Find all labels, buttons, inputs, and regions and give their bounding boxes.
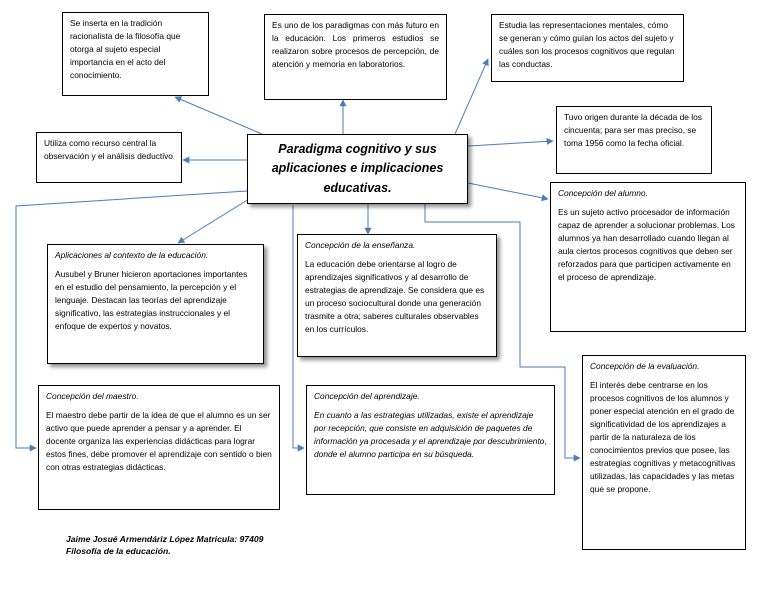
central-topic-title: Paradigma cognitivo y sus aplicaciones e implicaciones educativas. [271,141,444,195]
arrow-to-origen [468,141,553,146]
aplicaciones-box [47,244,264,364]
ensenanza-box [297,234,497,357]
alumno-heading: Concepción del alumno. [558,188,648,198]
observacion-box [36,132,182,183]
central-topic-box [247,134,468,204]
alumno-text: Es un sujeto activo procesador de información capaz de aprender a solucionar problemas. Los alumnos ya han desarrollado cuando llegan al aula ciertos procesos cognitivos que deben ser reforzados para que participen activamente en el proceso de aprendizaje. [558,207,735,283]
origen-box [556,106,712,174]
representaciones-text: Estudia las representaciones mentales, cómo se generan y cómo guían los actos del sujeto y cuáles son los procesos cognitivos que regulan las conductas. [499,20,675,70]
tradicion-text: Se inserta en la tradición racionalista de la filosofía que otorga al sujeto especial importancia en el acto del conocimiento. [70,18,181,81]
observacion-text: Utiliza como recurso central la observación y el análisis deductivo [44,138,173,162]
tradicion-box [62,12,209,96]
author-footer [66,533,263,557]
arrow-to-representaciones [455,59,488,134]
aplicaciones-text: Ausubel y Bruner hicieron aportaciones importantes en el estudio del pensamiento, la percepción y el lenguaje. Destacan las teorías del aprendizaje significativo, las estrategias instruccionales y el enfoque de expertos y novatos. [55,269,248,332]
alumno-box [550,182,746,332]
paradigmas-text: Es uno de los paradigmas con más futuro en la educación. Los primeros estudios se realizaron sobre procesos de percepción, de atención y memoria en laboratorios. [272,20,439,70]
aprendizaje-text: En cuanto a las estrategias utilizadas, existe el aprendizaje por recepción, que consiste en adquisición de paquetes de información ya procesada y el aprendizaje por descubrimiento, donde el alumno participa en su búsqueda. [314,410,547,460]
aplicaciones-heading: Aplicaciones al contexto de la educación. [55,250,209,260]
origen-text: Tuvo origen durante la década de los cincuenta; para ser mas preciso, se toma 1956 como la fecha oficial. [564,112,702,149]
author-line: Jaime Josué Armendáriz López Matricula: 97409 [66,534,264,544]
evaluacion-heading: Concepción de la evaluación. [590,361,700,371]
maestro-box [38,385,280,510]
course-line: Filosofía de la educación. [66,546,171,557]
evaluacion-box [582,355,746,550]
ensenanza-heading: Concepción de la enseñanza. [305,240,416,250]
aprendizaje-heading: Concepción del aprendizaje. [314,391,420,401]
arrow-to-alumno [468,183,548,199]
aprendizaje-box [306,385,555,495]
evaluacion-text: El interés debe centrarse en los procesos cognitivos de los alumnos y poner especial atención en el grado de significatividad de los aprendizajes a partir de la naturaleza de los conocimientos previos que posee, las estrategias cognitivas y metacognitivas utilizadas, las capacidades y las metas que se propone. [590,380,736,495]
ensenanza-text: La educación debe orientarse al logro de aprendizajes significativos y al desarrollo de estrategias de aprendizaje. Se considera que es un proceso sociocultural donde una generación trasmite a otra; saberes culturales observables en los currículos. [305,259,485,335]
representaciones-box [491,14,684,82]
arrow-to-tradicion [175,97,262,134]
paradigmas-box [264,14,447,100]
maestro-text: El maestro debe partir de la idea de que el alumno es un ser activo que puede aprender a pensar y a aprender. El docente organiza las experiencias didácticas para lograr estos fines, debe promover el aprendizaje con sentido o bien con otras estrategias didácticas. [46,410,272,473]
maestro-heading: Concepción del maestro. [46,391,139,401]
